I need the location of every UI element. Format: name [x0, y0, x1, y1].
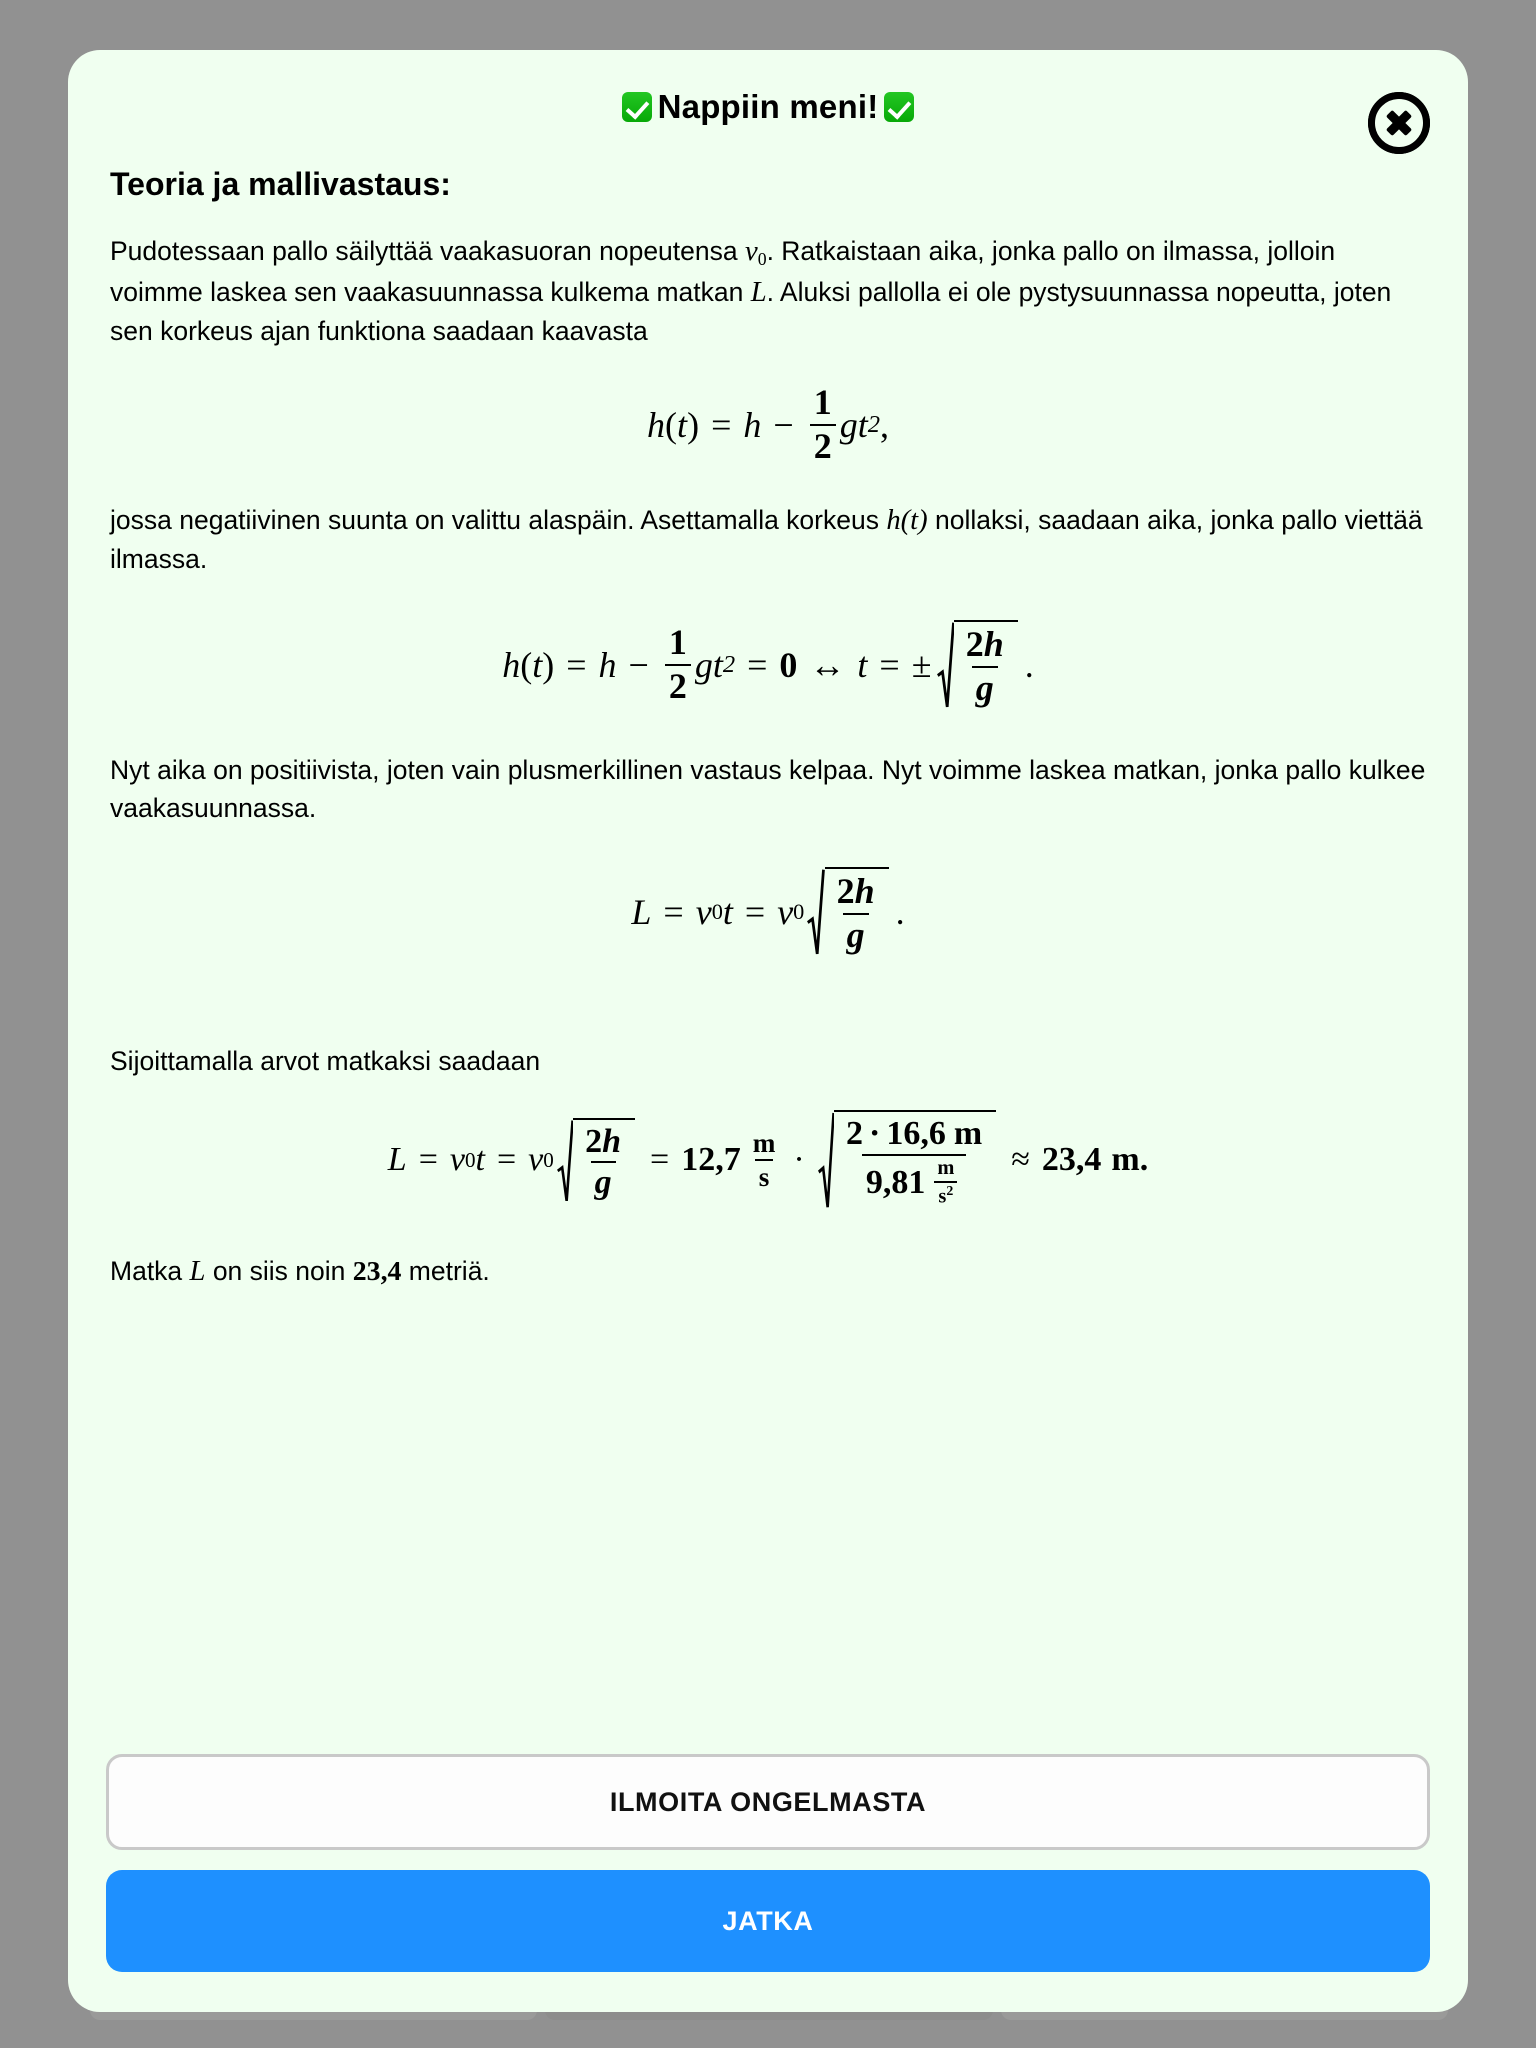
white-check-mark-icon-right — [884, 92, 914, 122]
radical-sign-icon — [937, 620, 954, 710]
equation-height-function: h ( t ) = h − $\frac{1}{2}$ g t 2 , — [647, 382, 889, 467]
section-heading: Teoria ja mallivastaus: — [110, 166, 451, 202]
unit-result: m. — [1111, 1141, 1149, 1179]
sqrt-numeric: 2 · 16,6 m 9,81 $\frac{m}{s^2}$ — [818, 1110, 996, 1210]
paragraph-conclusion-part1: Matka — [110, 1255, 190, 1286]
paragraph-negative-direction — [110, 500, 1430, 578]
equation-solve-time: h ( t ) = h − $\frac{1}{2}$ g t 2 = 0 ↔ t = ± $\frac{2h}{g}$ . — [502, 622, 1034, 709]
radical-sign-icon — [807, 867, 824, 957]
sqrt-2h-over-g-2: $\frac{2h}{g}$ — [807, 867, 888, 957]
close-button[interactable] — [1368, 92, 1430, 154]
paragraph-intro-part3: . Aluksi pallolla ei ole pystysuunnassa nopeutta, joten sen korkeus ajan funktiona saadaan kaavasta — [110, 277, 1392, 346]
white-check-mark-icon-left — [622, 92, 652, 122]
unit-metre-num-g: m — [937, 1157, 955, 1180]
unit-second-den: s — [755, 1159, 774, 1192]
modal-title-text: Nappiin meni! — [657, 88, 879, 125]
inline-math-v0-sub: 0 — [757, 248, 767, 269]
value-gravity: 9,81 — [865, 1164, 926, 1202]
value-height-factor: 2 — [846, 1115, 864, 1153]
equation-distance-symbolic: L = v 0 t = v 0 $\frac{2h}{g}$ . — [106, 867, 1430, 957]
paragraph-negative-direction-part2: nollaksi, saadaan aika, jonka pallo viettää ilmassa. — [110, 505, 1423, 574]
close-x-icon — [1384, 108, 1414, 138]
inline-math-v0 — [745, 235, 767, 267]
continue-button[interactable]: JATKA — [106, 1870, 1430, 1972]
paragraph-conclusion-part2: on siis noin — [205, 1255, 353, 1286]
paragraph-positive-time: Nyt aika on positiivista, joten vain plusmerkillinen vastaus kelpaa. Nyt voimme laskea matkan, jonka pallo kulkee vaakasuunnassa. — [110, 754, 1426, 823]
radical-sign-icon — [557, 1118, 573, 1203]
value-initial-velocity: 12,7 — [681, 1141, 741, 1179]
inline-value-result: 23,4 — [352, 1255, 402, 1287]
value-height: 16,6 — [886, 1115, 946, 1153]
solution-modal — [68, 50, 1468, 2012]
fraction-one-half: $\frac{1}{2}$ — [810, 384, 836, 466]
unit-second-sq-den-g — [934, 1181, 957, 1208]
unit-second-exponent: 2 — [946, 1184, 954, 1200]
inline-math-v0-base: v — [744, 235, 758, 267]
inline-math-L-2: L — [189, 1254, 206, 1287]
paragraph-conclusion — [110, 1251, 1430, 1292]
value-result: 23,4 — [1041, 1141, 1102, 1179]
equation-distance-numeric: L = v 0 t = v 0 $\frac{2h}{g}$ = 12,7 $\frac{m}{s}$ · 2 · 16,6 m 9,81 $\frac{m}{s^2}$ ≈ 23,4 m. — [106, 1110, 1430, 1210]
unit-metre: m — [953, 1115, 983, 1153]
modal-header — [68, 50, 1468, 148]
paragraph-intro-part2: . Ratkaistaan aika, jonka pallo on ilmassa, jolloin voimme laskea sen vaakasuunnassa kulkema matkan — [110, 236, 1336, 308]
modal-footer — [68, 1754, 1468, 2012]
inline-math-ht: h(t) — [886, 504, 928, 537]
sqrt-2h-over-g: $\frac{2h}{g}$ — [937, 620, 1018, 710]
paragraph-negative-direction-part1: jossa negatiivinen suunta on valittu alaspäin. Asettamalla korkeus — [110, 505, 887, 536]
report-problem-button[interactable]: ILMOITA ONGELMASTA — [106, 1754, 1430, 1850]
paragraph-substitute-values: Sijoittamalla arvot matkaksi saadaan — [110, 1045, 541, 1076]
inline-math-L-1: L — [750, 276, 767, 309]
paragraph-conclusion-part3: metriä. — [401, 1255, 490, 1286]
modal-title — [68, 88, 1468, 126]
paragraph-intro — [110, 231, 1430, 350]
modal-body — [68, 148, 1468, 1754]
unit-metre-num: m — [752, 1127, 776, 1158]
radical-sign-icon — [818, 1110, 834, 1210]
paragraph-intro-part1: Pudotessaan pallo säilyttää vaakasuoran nopeutensa — [110, 236, 745, 266]
unit-second-base: s — [938, 1186, 947, 1209]
